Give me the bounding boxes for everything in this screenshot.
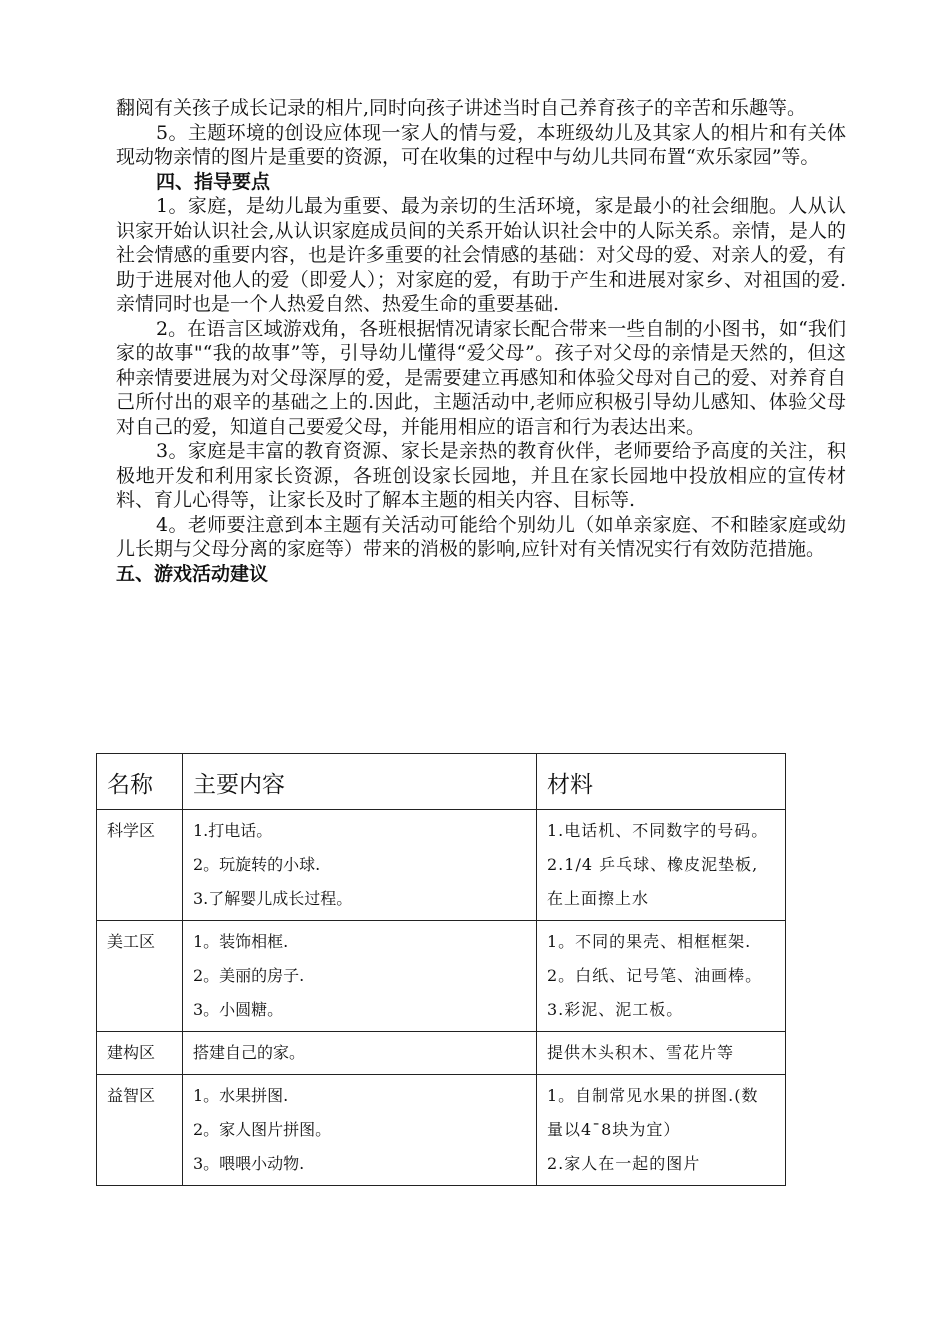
material-item: 2。白纸、记号笔、油画棒。 <box>547 966 763 985</box>
paragraph: 1。家庭，是幼儿最为重要、最为亲切的生活环境，家是最小的社会细胞。人从认识家开始认识社会,从认识家庭成员间的关系开始认识社会中的人际关系。亲情，是人的社会情感的重要内容，也是许多重要的社会情感的基础：对父母的爱、对亲人的爱，有助于进展对他人的爱（即爱人）；对家庭的爱，有助于产生和进展对家乡、对祖国的爱.亲情同时也是一个人热爱自然、热爱生命的重要基础. <box>116 195 846 315</box>
main-content-cell <box>183 1032 537 1075</box>
paragraph: 3。家庭是丰富的教育资源、家长是亲热的教育伙伴，老师要给予高度的关注，积极地开发和利用家长资源，各班创设家长园地，并且在家长园地中投放相应的宣传材料、育儿心得等，让家长及时了解本主题的相关内容、目标等. <box>116 440 846 511</box>
materials-cell <box>537 810 786 921</box>
paragraph: 翻阅有关孩子成长记录的相片,同时向孩子讲述当时自己养育孩子的辛苦和乐趣等。 <box>116 97 807 119</box>
main-content-cell <box>183 810 537 921</box>
material-item: 提供木头积木、雪花片等 <box>547 1043 735 1062</box>
section-heading: 四、指导要点 <box>156 170 271 193</box>
content-item: 3.了解婴儿成长过程。 <box>193 889 353 908</box>
content-item: 1。水果拼图. <box>193 1086 289 1105</box>
table-header-row <box>97 754 786 810</box>
material-item: 2.家人在一起的图片 <box>547 1154 701 1173</box>
materials-cell <box>537 1075 786 1186</box>
area-name: 建构区 <box>97 1032 183 1075</box>
table-row <box>97 810 786 921</box>
content-item: 3。小圆糖。 <box>193 1000 284 1019</box>
section-heading: 五、游戏活动建议 <box>116 562 269 585</box>
table-row <box>97 1032 786 1075</box>
material-item: 2.1/4 乒乓球、橡皮泥垫板,在上面擦上水 <box>547 855 759 908</box>
material-item: 3.彩泥、泥工板。 <box>547 1000 684 1019</box>
table-row <box>97 921 786 1032</box>
paragraph: 4。老师要注意到本主题有关活动可能给个别幼儿（如单亲家庭、不和睦家庭或幼儿长期与父母分离的家庭等）带来的消极的影响,应针对有关情况实行有效防范措施。 <box>116 513 846 560</box>
content-item: 搭建自己的家。 <box>193 1043 306 1062</box>
material-item: 1。不同的果壳、相框框架. <box>547 932 752 951</box>
paragraph: 5。主题环境的创设应体现一家人的情与爱，本班级幼儿及其家人的相片和有关体现动物亲情的图片是重要的资源，可在收集的过程中与幼儿共同布置“欢乐家园”等。 <box>116 121 846 168</box>
content-item: 1。装饰相框. <box>193 932 289 951</box>
content-item: 2。家人图片拼图。 <box>193 1120 332 1139</box>
table-row <box>97 1075 786 1186</box>
material-item: 1.电话机、不同数字的号码。 <box>547 821 769 840</box>
content-item: 2。美丽的房子. <box>193 966 305 985</box>
material-item: 1。自制常见水果的拼图.(数量以4¯8块为宜） <box>547 1086 759 1139</box>
paragraph: 2。在语言区域游戏角，各班根据情况请家长配合带来一些自制的小图书，如“我们家的故事"“我的故事”等，引导幼儿懂得“爱父母”。孩子对父母的亲情是天然的，但这种亲情要进展为对父母深厚的爱，是需要建立再感知和体验父母对自己的爱、对养育自己所付出的艰辛的基础之上的.因此，主题活动中,老师应积极引导幼儿感知、体验父母对自己的爱，知道自己要爱父母，并能用相应的语言和行为表达出来。 <box>116 317 846 438</box>
header-materials: 材料 <box>537 754 786 810</box>
area-name: 科学区 <box>97 810 183 921</box>
game-activity-table <box>96 753 786 1186</box>
main-content-cell <box>183 1075 537 1186</box>
header-name: 名称 <box>97 754 183 810</box>
materials-cell <box>537 1032 786 1075</box>
header-content: 主要内容 <box>183 754 537 810</box>
materials-cell <box>537 921 786 1032</box>
content-item: 1.打电话。 <box>193 821 273 840</box>
body-text <box>116 96 846 586</box>
area-name: 美工区 <box>97 921 183 1032</box>
main-content-cell <box>183 921 537 1032</box>
content-item: 3。喂喂小动物. <box>193 1154 305 1173</box>
area-name: 益智区 <box>97 1075 183 1186</box>
content-item: 2。玩旋转的小球. <box>193 855 321 874</box>
